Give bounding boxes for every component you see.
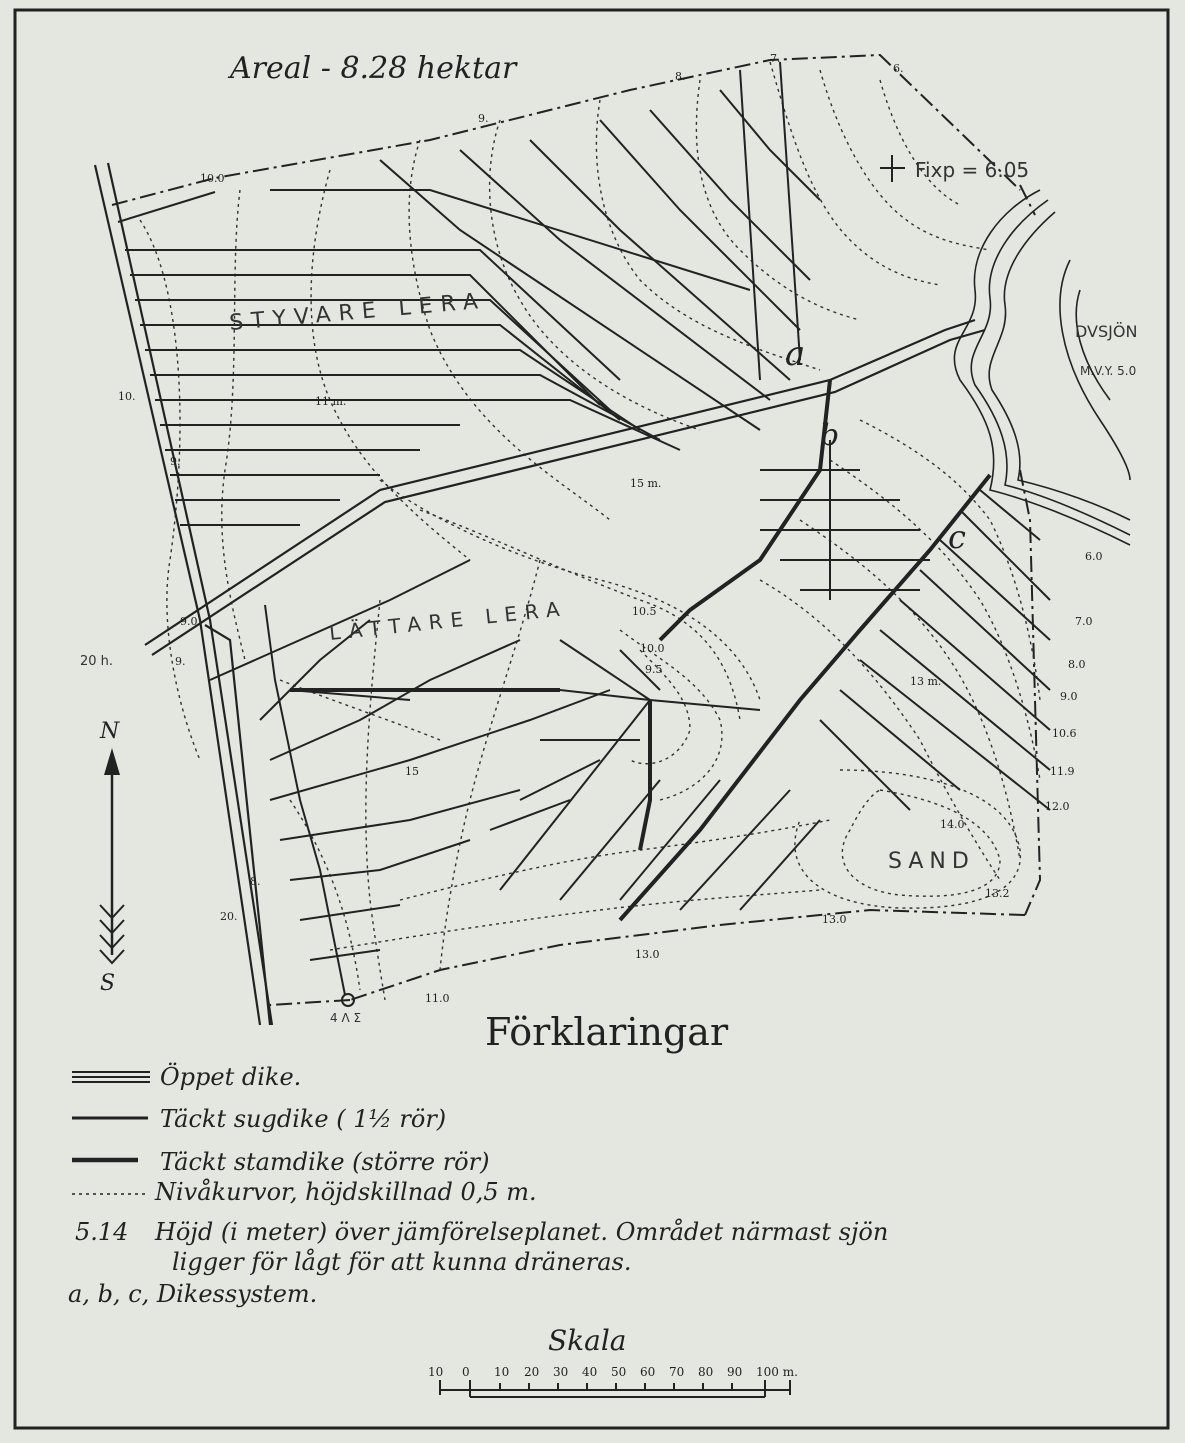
contour-label: 13.2 bbox=[985, 887, 1010, 900]
scale-tick: 40 bbox=[582, 1365, 598, 1379]
fixpoint-marker bbox=[880, 155, 905, 182]
scale-tick: 100 m. bbox=[756, 1365, 798, 1379]
scale-tick: 20 bbox=[524, 1365, 540, 1379]
contour-label: 9. bbox=[478, 112, 489, 125]
scale-tick: 10 bbox=[428, 1365, 444, 1379]
lake-name: DVSJÖN bbox=[1075, 322, 1138, 341]
scale-tick-labels bbox=[428, 1365, 798, 1379]
legend-systems-note: a, b, c, Dikessystem. bbox=[68, 1280, 318, 1308]
contour-label: 13 m. bbox=[910, 675, 942, 688]
legend-covered-main: Täckt stamdike (större rör) bbox=[160, 1148, 490, 1176]
legend-title: Förklaringar bbox=[485, 1010, 729, 1054]
compass-arrow bbox=[100, 748, 124, 963]
contour-label: 11.9 bbox=[1050, 765, 1075, 778]
contour-label: 10. bbox=[118, 390, 136, 403]
map-frame bbox=[15, 10, 1168, 1428]
contour-label: 15 m. bbox=[630, 477, 662, 490]
legend-covered-drain: Täckt sugdike ( 1½ rör) bbox=[160, 1105, 447, 1133]
system-b-label: b bbox=[820, 418, 840, 453]
legend-contour: Nivåkurvor, höjdskillnad 0,5 m. bbox=[155, 1178, 537, 1206]
bottom-mark: 4 Λ Σ bbox=[330, 1011, 362, 1025]
contour-label: 13.0 bbox=[635, 948, 660, 961]
contour-label: 7.0 bbox=[1075, 615, 1093, 628]
system-c-label: c bbox=[948, 518, 966, 556]
soil-label-sand: SAND bbox=[888, 849, 975, 874]
legend-texts bbox=[68, 1062, 888, 1308]
scale-tick: 90 bbox=[727, 1365, 743, 1379]
main-ditch-south bbox=[265, 605, 345, 995]
contour-label: 14.0 bbox=[940, 818, 965, 831]
contour-label: 11 m. bbox=[315, 395, 347, 408]
contour-label: 12.0 bbox=[1045, 800, 1070, 813]
scale-tick: 10 bbox=[494, 1365, 510, 1379]
legend-height-note-2: ligger för lågt för att kunna dräneras. bbox=[172, 1248, 632, 1276]
compass-south: S bbox=[100, 971, 116, 996]
open-ditches bbox=[95, 163, 985, 1025]
contour-label: 9.0 bbox=[180, 615, 198, 628]
scale-tick: 70 bbox=[669, 1365, 685, 1379]
soil-label-light-clay: LÄTTARE LERA bbox=[328, 596, 569, 645]
outlet-label: 20 h. bbox=[80, 654, 114, 669]
scale-tick: 0 bbox=[462, 1365, 470, 1379]
contour-label: 9.5 bbox=[645, 663, 663, 676]
contour-label: 11.0 bbox=[425, 992, 450, 1005]
area-label: Areal - 8.28 hektar bbox=[230, 51, 517, 86]
covered-suction-drains bbox=[118, 62, 1050, 960]
legend-symbol-open-ditch bbox=[72, 1072, 150, 1082]
scale-bar bbox=[440, 1380, 790, 1397]
contour-label: 9. bbox=[175, 655, 186, 668]
compass-north: N bbox=[100, 719, 120, 744]
soil-label-heavy-clay: STYVARE LERA bbox=[228, 288, 487, 336]
contour-label: 6.0 bbox=[1085, 550, 1103, 563]
contour-label: 10.0 bbox=[200, 172, 225, 185]
legend-height-note-1: Höjd (i meter) över jämförelseplanet. Området närmast sjön bbox=[155, 1218, 889, 1246]
contour-label: 8.0 bbox=[1068, 658, 1086, 671]
scale-tick: 80 bbox=[698, 1365, 714, 1379]
contour-label: 13.0 bbox=[822, 913, 847, 926]
contour-label: 15 bbox=[405, 765, 419, 778]
contour-label: 8. bbox=[250, 875, 261, 888]
contour-label: 20. bbox=[220, 910, 238, 923]
contour-label: 6. bbox=[893, 62, 904, 75]
contour-label: 8. bbox=[675, 70, 686, 83]
contour-label: 10.5 bbox=[632, 605, 657, 618]
contour-label: 10.6 bbox=[1052, 727, 1077, 740]
legend-symbols bbox=[72, 1072, 150, 1194]
contour-label: 9.0 bbox=[1060, 690, 1078, 703]
scale-title: Skala bbox=[548, 1324, 627, 1357]
contour-label: 7. bbox=[770, 52, 781, 65]
scale-tick: 60 bbox=[640, 1365, 656, 1379]
fixpoint-label: Fixp = 6.05 bbox=[915, 158, 1030, 182]
legend-height-value: 5.14 bbox=[75, 1218, 129, 1246]
scale-tick: 50 bbox=[611, 1365, 627, 1379]
system-a-label: a bbox=[785, 334, 806, 374]
contour-label: 9. bbox=[170, 455, 181, 468]
scale-tick: 30 bbox=[553, 1365, 569, 1379]
contour-label: 10.0 bbox=[640, 642, 665, 655]
lake-level: M.V.Y. 5.0 bbox=[1080, 364, 1137, 378]
legend-open-ditch: Öppet dike. bbox=[160, 1063, 302, 1091]
